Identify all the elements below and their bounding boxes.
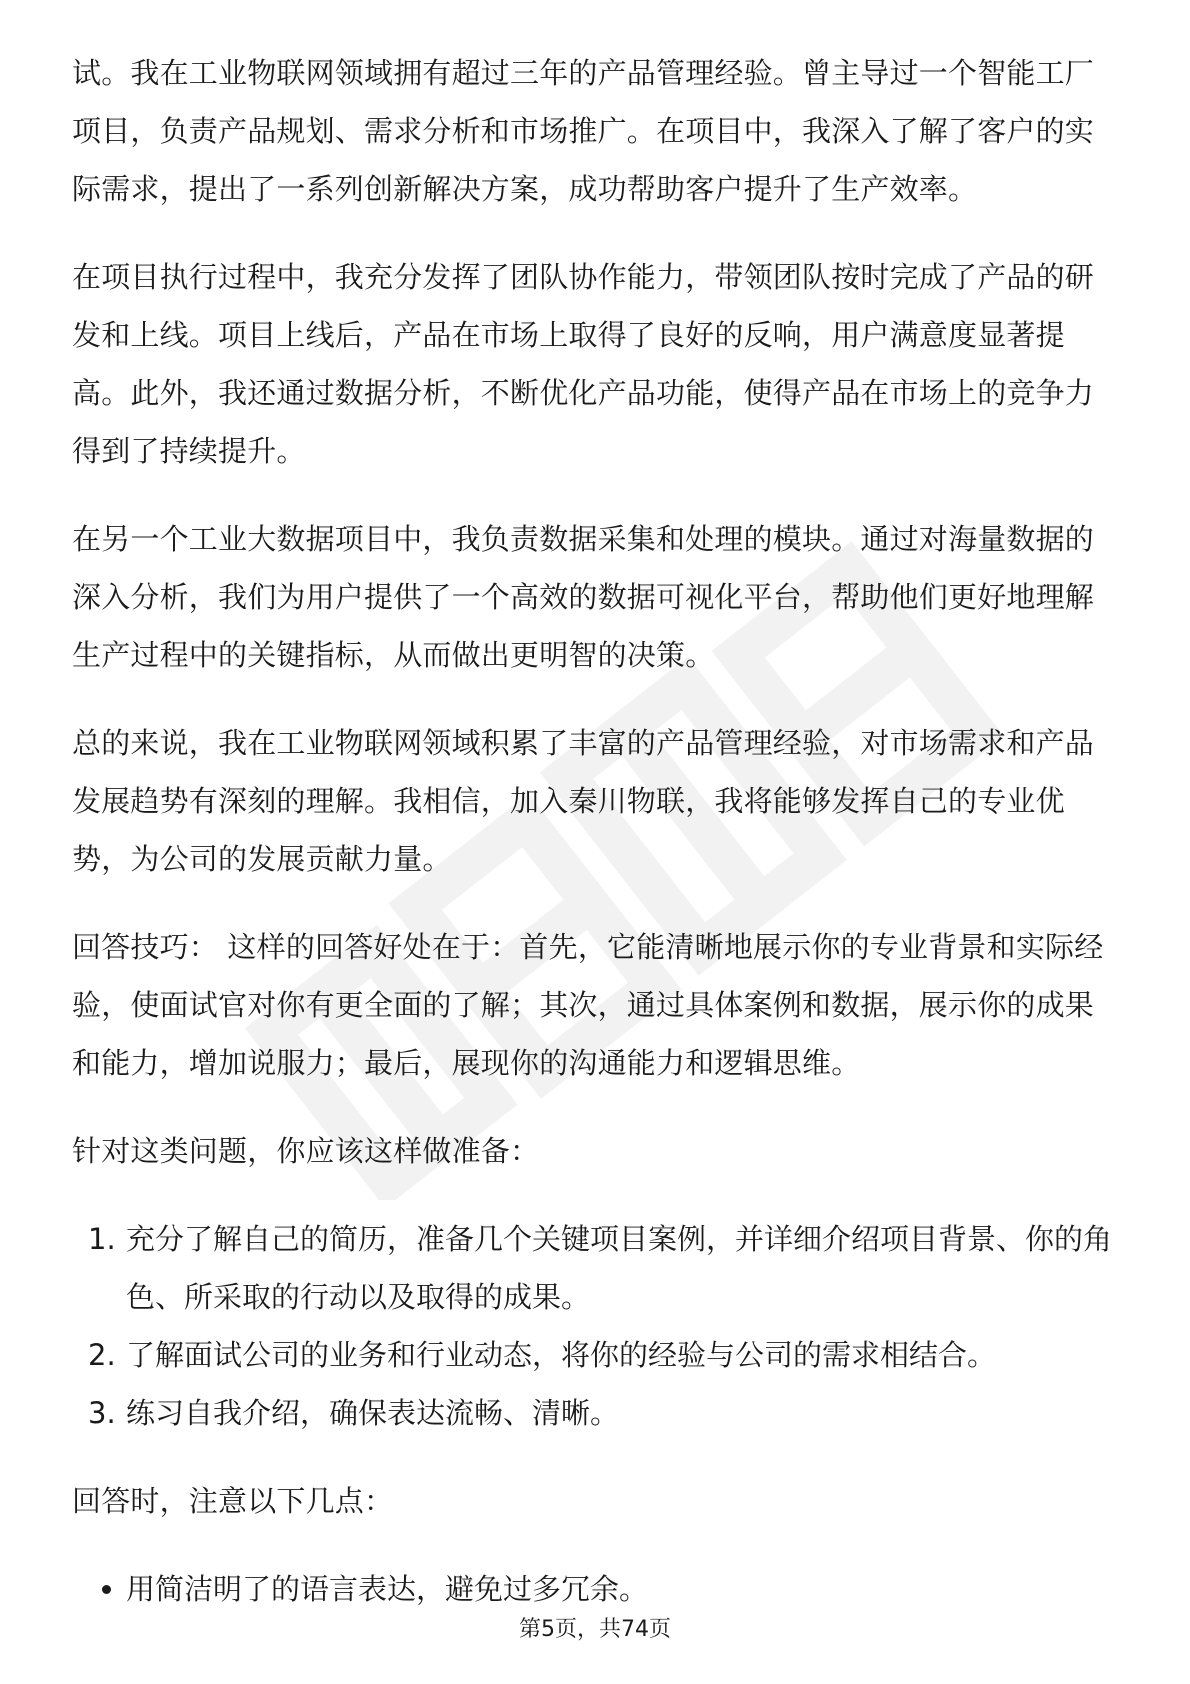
paragraph-teamwork: 在项目执行过程中，我充分发挥了团队协作能力，带领团队按时完成了产品的研发和上线。项目上线后，产品在市场上取得了良好的反响，用户满意度显著提高。此外，我还通过数据分析，不断优化产品功能，使得产品在市场上的竞争力得到了持续提升。 — [72, 260, 1095, 468]
list-number: 2. — [88, 1338, 116, 1372]
list-item-text: 练习自我介绍，确保表达流畅、清晰。 — [126, 1396, 620, 1430]
list-item-text: 用简洁明了的语言表达，避免过多冗余。 — [126, 1572, 649, 1606]
list-item — [72, 1384, 1122, 1442]
preparation-list — [72, 1210, 1122, 1442]
page-number: 第5页，共74页 — [519, 1617, 671, 1642]
paragraph-intro: 试。我在工业物联网领域拥有超过三年的产品管理经验。曾主导过一个智能工厂项目，负责产品规划、需求分析和市场推广。在项目中，我深入了解了客户的实际需求，提出了一系列创新解决方案，成功帮助客户提升了生产效率。 — [72, 56, 1095, 206]
paragraph-tips: 回答技巧： 这样的回答好处在于：首先，它能清晰地展示你的专业背景和实际经验，使面试官对你有更全面的了解；其次，通过具体案例和数据，展示你的成果和能力，增加说服力；最后，展现你的沟通能力和逻辑思维。 — [72, 930, 1104, 1080]
notes-list — [72, 1560, 1122, 1618]
bullet-dot-icon — [102, 1585, 111, 1594]
document-body — [72, 44, 1122, 1618]
paragraph-preparation: 针对这类问题，你应该这样做准备： — [72, 1134, 540, 1168]
list-item-text: 了解面试公司的业务和行业动态，将你的经验与公司的需求相结合。 — [126, 1338, 997, 1372]
paragraph-summary: 总的来说，我在工业物联网领域积累了丰富的产品管理经验，对市场需求和产品发展趋势有深刻的理解。我相信，加入秦川物联，我将能够发挥自己的专业优势，为公司的发展贡献力量。 — [72, 726, 1095, 876]
list-item-text: 充分了解自己的简历，准备几个关键项目案例，并详细介绍项目背景、你的角色、所采取的行动以及取得的成果。 — [126, 1222, 1113, 1314]
list-item — [72, 1560, 1122, 1618]
list-item — [72, 1326, 1122, 1384]
list-item — [72, 1210, 1122, 1326]
list-number: 1. — [88, 1222, 116, 1256]
list-number: 3. — [88, 1396, 116, 1430]
paragraph-big-data: 在另一个工业大数据项目中，我负责数据采集和处理的模块。通过对海量数据的深入分析，我们为用户提供了一个高效的数据可视化平台，帮助他们更好地理解生产过程中的关键指标，从而做出更明智的决策。 — [72, 522, 1095, 672]
paragraph-notes-intro: 回答时，注意以下几点： — [72, 1484, 394, 1518]
